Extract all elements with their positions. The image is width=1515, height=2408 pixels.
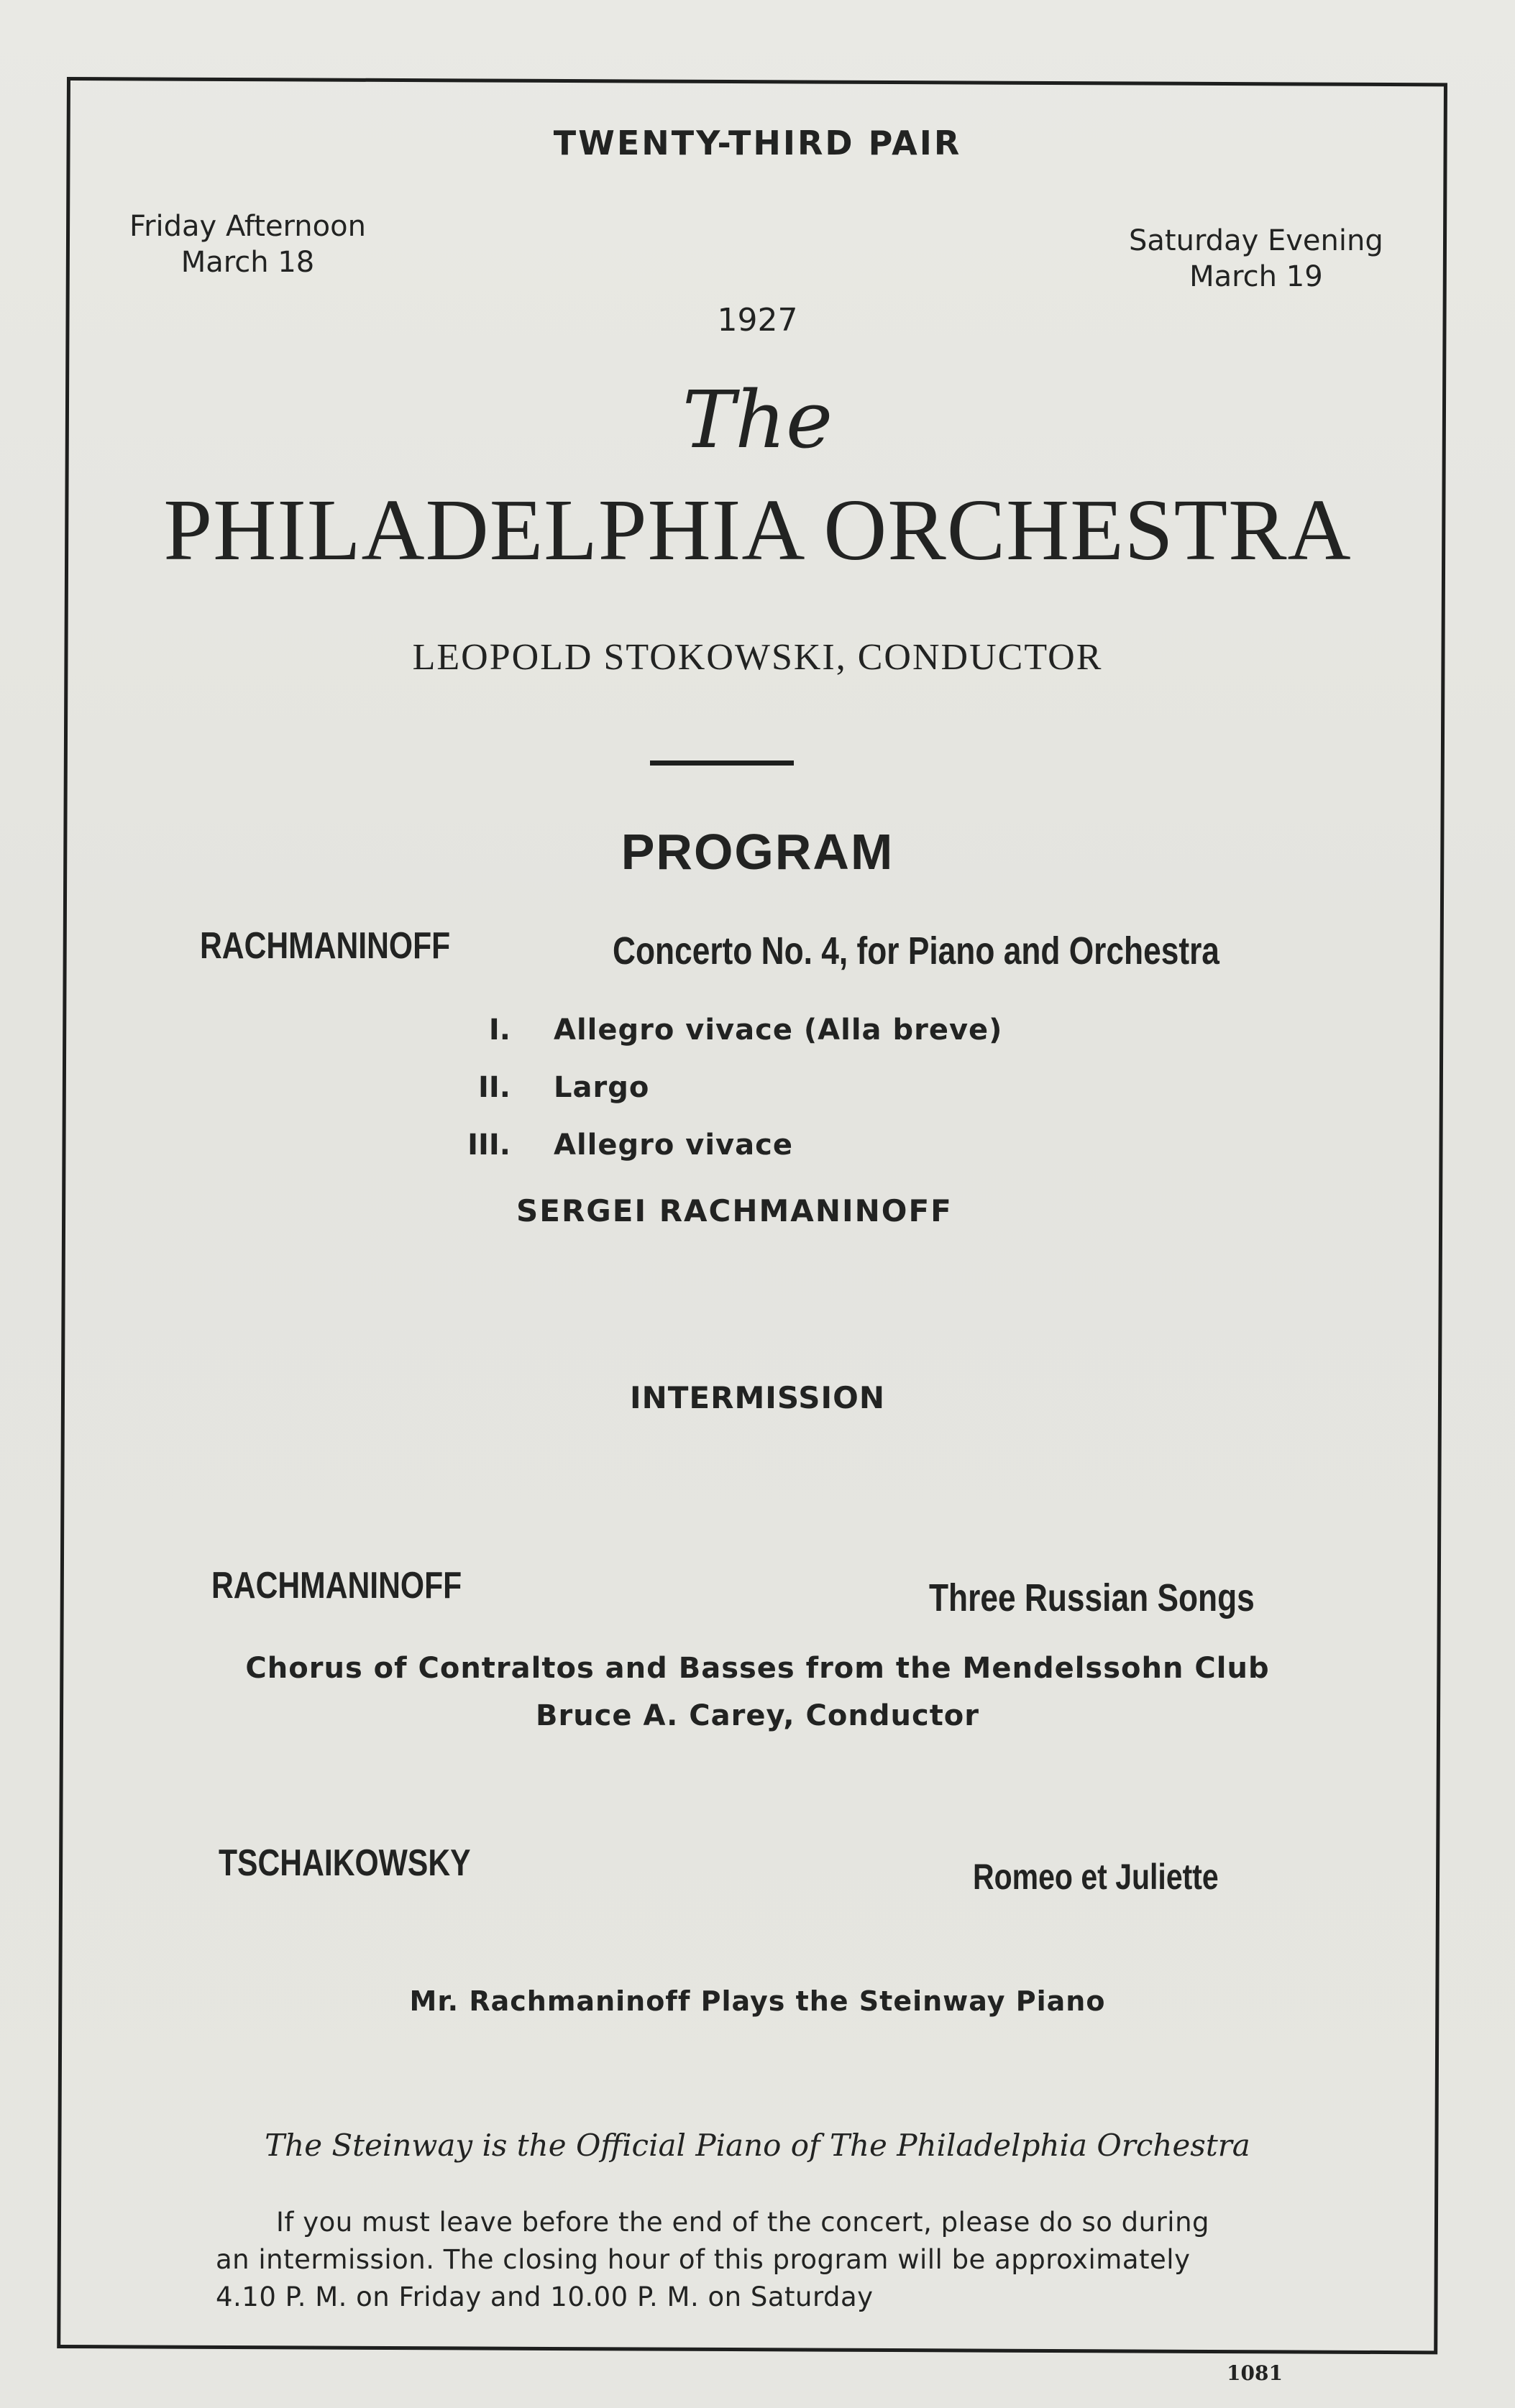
friday-date-block (129, 208, 366, 280)
second-composer: RACHMANINOFF (211, 1565, 462, 1607)
movement-name: Largo (554, 1071, 650, 1104)
chorus-conductor-credit: Bruce A. Carey, Conductor (535, 1699, 980, 1732)
orchestra-name: PHILADELPHIA ORCHESTRA (163, 482, 1352, 579)
movement-number: III. (467, 1129, 511, 1162)
movement-number: I. (488, 1014, 511, 1047)
third-work-title: Romeo et Juliette (973, 1857, 1219, 1897)
program-heading: PROGRAM (621, 824, 894, 880)
saturday-date-block (1129, 223, 1383, 295)
second-work-title: Three Russian Songs (929, 1576, 1255, 1619)
movement-name: Allegro vivace (Alla breve) (554, 1014, 1003, 1047)
title-article: The (682, 374, 833, 466)
concert-pair-heading: TWENTY-THIRD PAIR (553, 124, 962, 162)
movement-number: II. (478, 1071, 511, 1104)
piano-note: Mr. Rachmaninoff Plays the Steinway Piano (409, 1985, 1106, 2017)
conductor-line: LEOPOLD STOKOWSKI, CONDUCTOR (412, 637, 1103, 678)
saturday-day-label: Saturday Evening (1129, 224, 1383, 257)
intermission-label: INTERMISSION (630, 1380, 885, 1415)
page-number: 1081 (1227, 2361, 1283, 2385)
notice-line: 4.10 P. M. on Friday and 10.00 P. M. on Saturday (216, 2281, 874, 2312)
official-piano-statement: The Steinway is the Official Piano of The Philadelphia Orchestra (265, 2128, 1250, 2163)
saturday-date-label: March 19 (1189, 260, 1323, 293)
movement-name: Allegro vivace (554, 1129, 793, 1162)
chorus-credit: Chorus of Contraltos and Basses from the Mendelssohn Club (245, 1652, 1270, 1685)
divider-rule (650, 760, 794, 766)
notice-line: If you must leave before the end of the concert, please do so during (276, 2207, 1210, 2238)
first-work-title: Concerto No. 4, for Piano and Orchestra (613, 929, 1219, 973)
friday-day-label: Friday Afternoon (129, 210, 366, 243)
season-year: 1927 (717, 302, 798, 339)
friday-date-label: March 18 (180, 246, 315, 279)
soloist-name: SERGEI RACHMANINOFF (516, 1193, 953, 1228)
third-composer: TSCHAIKOWSKY (219, 1842, 471, 1884)
notice-line: an intermission. The closing hour of this program will be approximately (216, 2244, 1191, 2275)
first-composer: RACHMANINOFF (200, 925, 451, 967)
